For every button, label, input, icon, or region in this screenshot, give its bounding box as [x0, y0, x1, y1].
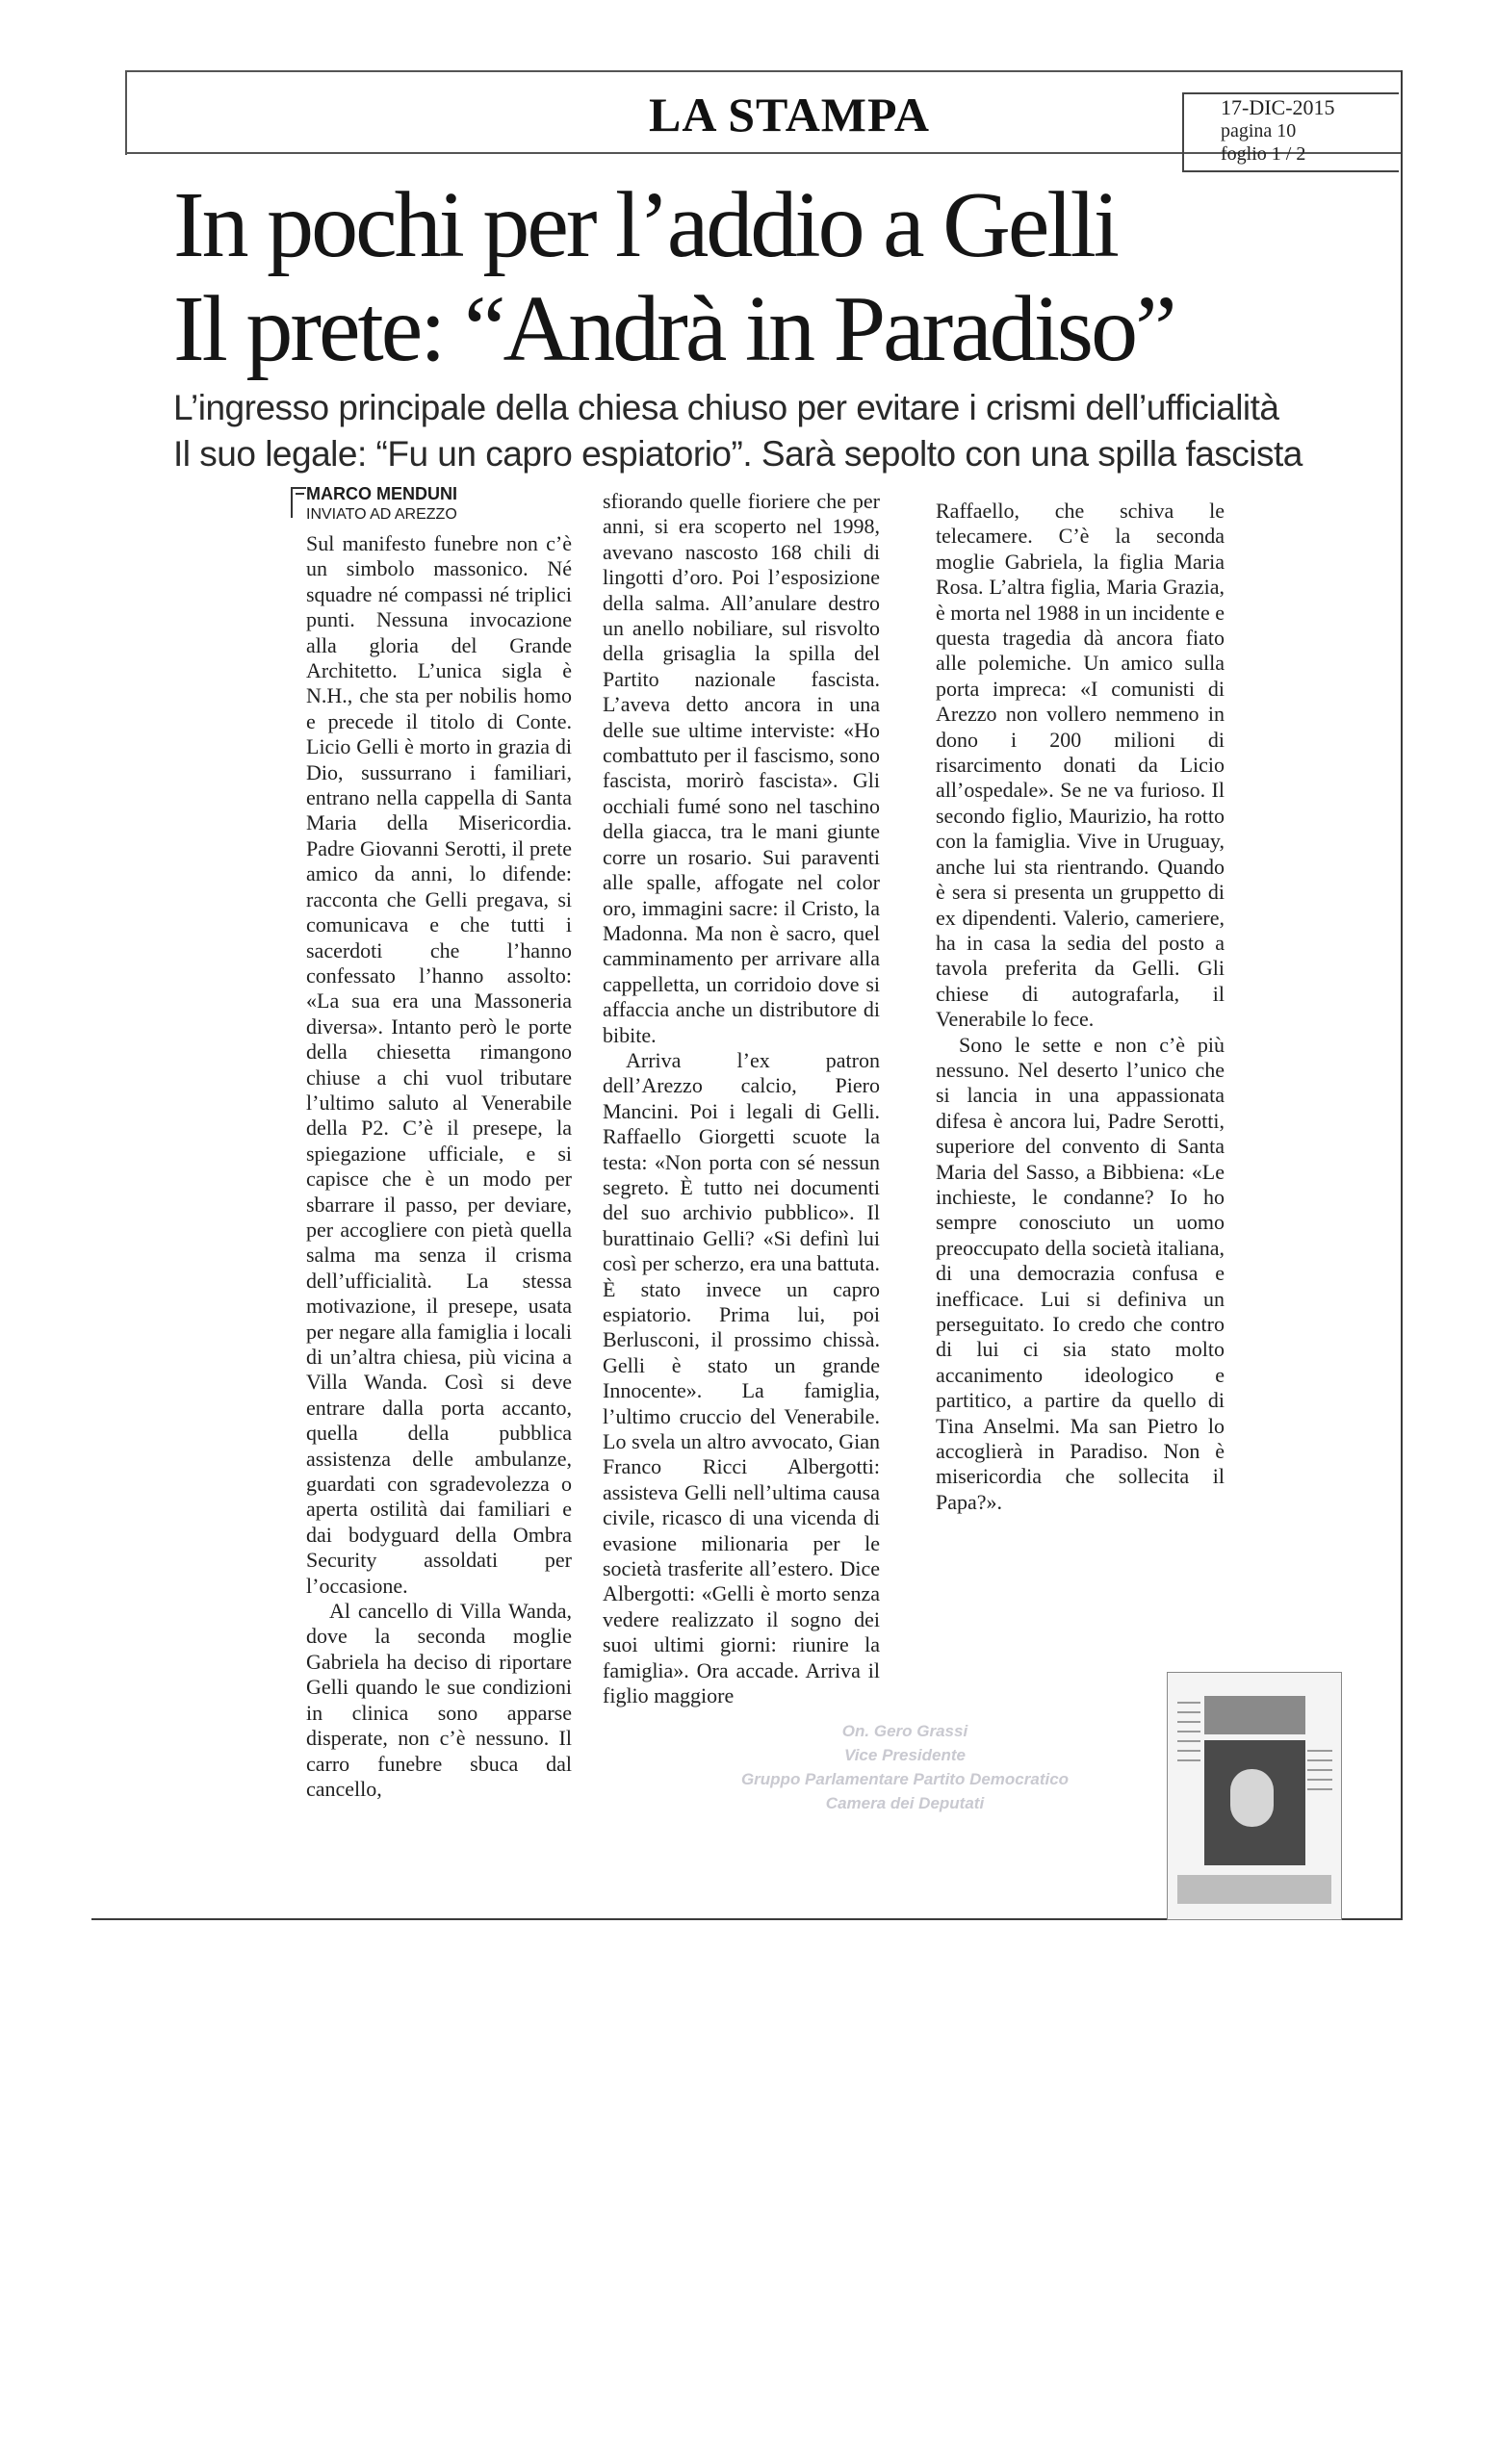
- paragraph: sfiorando quelle fioriere che per anni, si era scoperto nel 1998, avevano nascosto 168 chili di lingotti d’oro. Poi l’esposizione della salma. All’anulare destro un anello nobiliare, sul risvolto della grisaglia la spilla del Partito nazionale fascista. L’aveva detto ancora in una delle sue ultime interviste: «Ho combattuto per il fascismo, sono fascista, morirò fascista». Gli occhiali fumé sono nel taschino della giacca, tra le mani giunte corre un rosario. Sui paraventi alle spalle, affogate nel color oro, immagini sacre: il Cristo, la Madonna. Ma non è sacro, quel camminamento per arrivare alla cappelletta, un corridoio dove si affaccia anche un distributore di bibite.: [603, 489, 880, 1047]
- thumbnail-footer-block: [1177, 1875, 1331, 1904]
- thumbnail-text-line: [1307, 1788, 1332, 1790]
- thumbnail-text-line: [1177, 1731, 1200, 1732]
- byline-role: INVIATO AD AREZZO: [306, 506, 457, 523]
- clipping-info-box: [1182, 92, 1399, 172]
- watermark-stamp: [674, 1719, 1136, 1815]
- thumbnail-portrait: [1230, 1769, 1274, 1827]
- thumbnail-text-line: [1177, 1750, 1200, 1752]
- thumbnail-text-line: [1307, 1779, 1332, 1781]
- byline: [306, 483, 595, 526]
- thumbnail-text-line: [1177, 1711, 1200, 1713]
- stamp-line-1: On. Gero Grassi: [841, 1722, 968, 1740]
- clipping-date: 17-DIC-2015: [1221, 95, 1335, 119]
- thumbnail-headline-block: [1204, 1696, 1305, 1734]
- article-headline: [173, 173, 1377, 381]
- paragraph: Sul manifesto funebre non c’è un simbolo massonico. Né squadre né compassi né triplici punti. Nessuna invocazione alla gloria del Grande Architetto. L’unica sigla è N.H., che sta per nobilis homo e precede il titolo di Conte. Licio Gelli è morto in grazia di Dio, sussurrano i familiari, entrano nella cappella di Santa Maria della Misericordia. Padre Giovanni Serotti, il prete amico da anni, lo difende: racconta che Gelli pregava, si comunicava e che tutti i sacerdoti che l’hanno confessato l’hanno assolto: «La sua era una Massoneria diversa». Intanto però le porte della chiesetta rimangono chiuse a chi vuol tributare l’ultimo saluto al Venerabile della P2. C’è il presepe, la spiegazione ufficiale, e si capisce che è un modo per sbarrare il passo, per deviare, per accogliere con pietà quella salma ma senza il crisma dell’ufficialità. La stessa motivazione, il presepe, usata per negare alla famiglia i locali di un’altra chiesa, più vicina a Villa Wanda. Così si deve entrare dalla porta accanto, quella della pubblica assistenza delle ambulanze, guardati con sgradevolezza o aperta ostilità dai familiari e dai bodyguard della Ombra Security assoldati per l’occasione.: [306, 531, 572, 1598]
- article-column-2: [603, 489, 880, 1709]
- paragraph: Sono le sette e non c’è più nessuno. Nel deserto l’unico che si lancia in una appassionata difesa è ancora lui, Padre Serotti, superiore del convento di Santa Maria del Sasso, a Bibbiena: «Le inchieste, le condanne? Io ho sempre conosciuto un uomo preoccupato della società italiana, di una democrazia confusa e inefficace. Lui si definiva un perseguitato. Io credo che contro di lui ci sia stato molto accanimento ideologico e partitico, a partire da quello di Tina Anselmi. Ma san Pietro lo accoglierà in Paradiso. Non è misericordia che sollecita il Papa?».: [936, 1032, 1225, 1514]
- clipping-page: pagina 10: [1221, 120, 1297, 141]
- headline-line-1: In pochi per l’addio a Gelli: [173, 173, 1118, 277]
- stamp-line-2: Vice Presidente: [844, 1746, 966, 1764]
- thumbnail-text-line: [1177, 1759, 1200, 1761]
- thumbnail-text-line: [1307, 1759, 1332, 1761]
- article-subheadline: [173, 385, 1386, 477]
- headline-line-2: Il prete: “Andrà in Paradiso”: [173, 277, 1174, 381]
- article-column-3: [936, 499, 1225, 1515]
- paragraph: Raffaello, che schiva le telecamere. C’è la seconda moglie Gabriela, la figlia Maria Rosa. L’altra figlia, Maria Grazia, è morta nel 1988 in un incidente e questa tragedia dà ancora fiato alle polemiche. Un amico sulla porta impreca: «I comunisti di Arezzo non vollero nemmeno in dono i 200 milioni di risarcimento donati da Licio all’ospedale». Se ne va furioso. Il secondo figlio, Maurizio, ha rotto con la famiglia. Vive in Uruguay, anche lui sta rientrando. Quando è sera si presenta un gruppetto di ex dipendenti. Valerio, cameriere, ha in casa la sedia del posto a tavola preferita da Gelli. Gli chiese di autografarla, il Venerabile lo fece.: [936, 499, 1225, 1032]
- page-thumbnail: [1167, 1672, 1342, 1920]
- thumbnail-text-line: [1177, 1721, 1200, 1723]
- subhead-line-1: L’ingresso principale della chiesa chiuso per evitare i crismi dell’ufficialità: [173, 388, 1279, 427]
- clipping-sheet: foglio 1 / 2: [1221, 143, 1306, 165]
- paragraph: Arriva l’ex patron dell’Arezzo calcio, Piero Mancini. Poi i legali di Gelli. Raffaello Giorgetti scuote la testa: «Non porta con sé nessun segreto. È tutto nei documenti del suo archivio pubblico». Il burattinaio Gelli? «Si definì lui così per scherzo, era una battuta. È stato invece un capro espiatorio. Prima lui, poi Berlusconi, il prossimo chissà. Gelli è stato un grande Innocente». La famiglia, l’ultimo cruccio del Venerabile. Lo svela un altro avvocato, Gian Franco Ricci Albergotti: assisteva Gelli nell’ultima causa civile, ricasco di una vicenda di evasione milionaria per le società trasferite all’estero. Dice Albergotti: «Gelli è morto senza vedere realizzato il sogno dei suoi ultimi giorni: riunire la famiglia». Ora accade. Arriva il figlio maggiore: [603, 1047, 880, 1708]
- thumbnail-text-line: [1177, 1702, 1200, 1704]
- byline-author: MARCO MENDUNI: [306, 484, 457, 503]
- newspaper-masthead: LA STAMPA: [649, 88, 930, 141]
- subhead-line-2: Il suo legale: “Fu un capro espiatorio”. Sarà sepolto con una spilla fascista: [173, 434, 1303, 474]
- thumbnail-text-line: [1177, 1740, 1200, 1742]
- thumbnail-text-line: [1307, 1750, 1332, 1752]
- article-column-1: [306, 531, 572, 1802]
- stamp-line-4: Camera dei Deputati: [825, 1794, 985, 1812]
- byline-mark-icon: [291, 487, 306, 518]
- thumbnail-text-line: [1307, 1769, 1332, 1771]
- paragraph: Al cancello di Villa Wanda, dove la seconda moglie Gabriela ha deciso di riportare Gelli quando le sue condizioni in clinica sono apparse disperate, non c’è nessuno. Il carro funebre sbuca dal cancello,: [306, 1599, 572, 1801]
- stamp-line-3: Gruppo Parlamentare Partito Democratico: [740, 1770, 1070, 1788]
